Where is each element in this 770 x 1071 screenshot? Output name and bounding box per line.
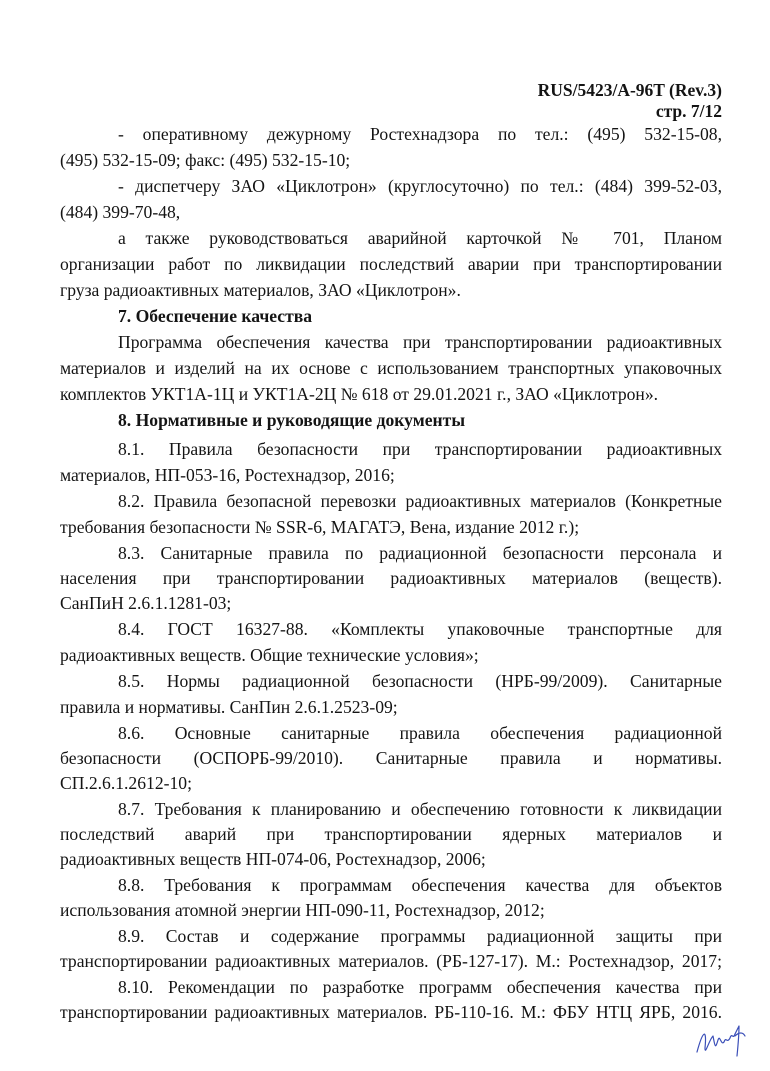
text-line: - оперативному дежурному Ростехнадзора по тел.: (495) 532-15-08, (118, 124, 722, 144)
text-line: СП.2.6.1.2612-10; (60, 773, 192, 793)
text-line: транспортировании радиоактивных материалов. (РБ-127-17). М.: Ростехнадзор, 2017; (60, 951, 722, 971)
text-line: 8.7. Требования к планированию и обеспечению готовности к ликвидации (118, 799, 722, 819)
text-line: 8.1. Правила безопасности при транспортировании радиоактивных (118, 439, 722, 459)
text-line: 8.4. ГОСТ 16327-88. «Комплекты упаковочные транспортные для (118, 619, 722, 639)
text-line: населения при транспортировании радиоактивных материалов (веществ). (60, 568, 722, 588)
text-line: требования безопасности № SSR-6, МАГАТЭ, Вена, издание 2012 г.); (60, 517, 580, 537)
text-line: материалов, НП-053-16, Ростехнадзор, 2016; (60, 465, 395, 485)
text-line: 8.2. Правила безопасной перевозки радиоактивных материалов (Конкретные (118, 491, 722, 511)
text-line: (484) 399-70-48, (60, 202, 181, 222)
text-line: 8.10. Рекомендации по разработке программ обеспечения качества при (118, 977, 722, 997)
text-line: 8.8. Требования к программам обеспечения качества для объектов (118, 875, 722, 895)
text-line: радиоактивных веществ. Общие технические условия»; (60, 645, 479, 665)
section-heading: 7. Обеспечение качества (118, 306, 313, 326)
text-line: СанПиН 2.6.1.1281-03; (60, 593, 232, 613)
text-line: комплектов УКТ1А-1Ц и УКТ1А-2Ц № 618 от 29.01.2021 г., ЗАО «Циклотрон». (60, 384, 659, 404)
text-line: - диспетчеру ЗАО «Циклотрон» (круглосуточно) по тел.: (484) 399-52-03, (118, 176, 722, 196)
text-line: а также руководствоваться аварийной карточкой № 701, Планом (118, 228, 722, 248)
text-line: организации работ по ликвидации последствий аварии при транспортировании (60, 254, 722, 274)
text-line: 8.9. Состав и содержание программы радиационной защиты при (118, 926, 722, 946)
text-line: правила и нормативы. СанПин 2.6.1.2523-09; (60, 697, 398, 717)
text-line: материалов и изделий на их основе с использованием транспортных упаковочных (60, 358, 722, 378)
text-line: использования атомной энергии НП-090-11, Ростехнадзор, 2012; (60, 900, 545, 920)
text-line: транспортировании радиоактивных материалов. РБ-110-16. М.: ФБУ НТЦ ЯРБ, 2016. (60, 1002, 722, 1022)
text-line: последствий аварий при транспортировании ядерных материалов и (60, 824, 722, 844)
text-line: безопасности (ОСПОРБ-99/2010). Санитарные правила и нормативы. (60, 748, 722, 768)
text-line: груза радиоактивных материалов, ЗАО «Циклотрон». (60, 280, 461, 300)
text-line: (495) 532-15-09; факс: (495) 532-15-10; (60, 150, 351, 170)
text-line: Программа обеспечения качества при транспортировании радиоактивных (118, 332, 722, 352)
text-line: 8.6. Основные санитарные правила обеспечения радиационной (118, 723, 722, 743)
document-number: RUS/5423/A-96T (Rev.3) (537, 80, 722, 100)
handwritten-signature (693, 1022, 749, 1062)
text-line: 8.5. Нормы радиационной безопасности (НРБ-99/2009). Санитарные (118, 671, 722, 691)
section-heading: 8. Нормативные и руководящие документы (118, 410, 466, 430)
text-line: 8.3. Санитарные правила по радиационной безопасности персонала и (118, 543, 722, 563)
text-line: радиоактивных веществ НП-074-06, Ростехнадзор, 2006; (60, 849, 486, 869)
page-number: стр. 7/12 (655, 101, 722, 121)
